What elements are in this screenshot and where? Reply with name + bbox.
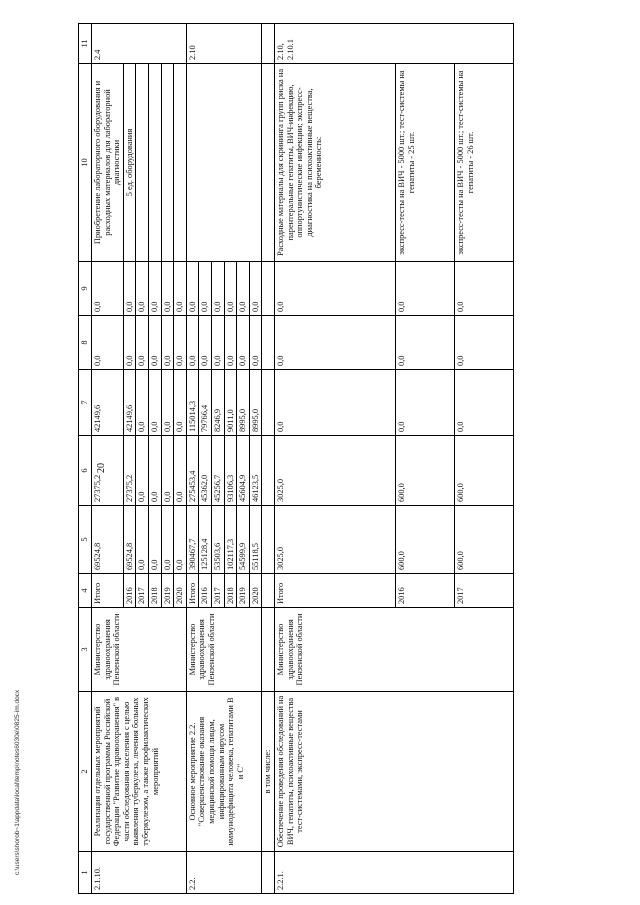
year-cell: 2020: [174, 574, 187, 608]
year-cell: Итого: [92, 574, 124, 608]
col-header: 7: [79, 370, 92, 436]
result-cell: экспресс-тесты на ВИЧ - 5000 шт.; тест-системы на гепатиты - 25 шт.: [395, 64, 454, 262]
value-cell: 0,0: [136, 370, 149, 436]
value-cell: 0,0: [161, 262, 174, 316]
year-cell: 2017: [211, 574, 224, 608]
value-cell: 79766,4: [199, 370, 212, 436]
value-cell: 53503,6: [211, 506, 224, 574]
year-cell: 2017: [136, 574, 149, 608]
year-cell: 2016: [199, 574, 212, 608]
result-cell: [148, 64, 161, 262]
value-cell: 0,0: [274, 316, 395, 370]
value-cell: 0,0: [136, 262, 149, 316]
value-cell: 0,0: [274, 262, 395, 316]
value-cell: 0,0: [199, 262, 212, 316]
value-cell: 0,0: [174, 370, 187, 436]
result-cell: [174, 64, 187, 262]
indicator-ref: 2.4: [92, 24, 187, 64]
rotated-table-page: [78, 24, 618, 894]
value-cell: 0,0: [395, 316, 454, 370]
including-label: в том числе:: [262, 692, 275, 852]
result-cell: [136, 64, 149, 262]
value-cell: 0,0: [136, 316, 149, 370]
value-cell: 0,0: [395, 370, 454, 436]
value-cell: 0,0: [211, 262, 224, 316]
year-cell: 2018: [224, 574, 237, 608]
value-cell: 0,0: [161, 316, 174, 370]
value-cell: 8246,9: [211, 370, 224, 436]
column-number-row: [79, 24, 92, 894]
col-header: 1: [79, 852, 92, 894]
value-cell: 0,0: [249, 316, 262, 370]
value-cell: 600,0: [454, 436, 513, 506]
value-cell: 0,0: [148, 436, 161, 506]
result-cell: Расходные материалы для скрининга групп риска на парентеральные гепатиты, ВИЧ-инфекцию, оппортунистические инфекции; экспресс-диагностика на психоактивные вещества, беременность:: [274, 64, 395, 262]
value-cell: 0,0: [199, 316, 212, 370]
indicator-ref: 2.10: [186, 24, 262, 64]
value-cell: 42149,6: [92, 370, 124, 436]
value-cell: 600,0: [395, 436, 454, 506]
program-activities-table: [78, 23, 514, 894]
value-cell: 0,0: [249, 262, 262, 316]
table-row: [92, 24, 124, 894]
value-cell: 600,0: [395, 506, 454, 574]
year-cell: Итого: [274, 574, 395, 608]
value-cell: 42149,6: [123, 370, 136, 436]
value-cell: 600,0: [454, 506, 513, 574]
value-cell: 0,0: [454, 262, 513, 316]
result-cell: [161, 64, 174, 262]
value-cell: 115014,3: [186, 370, 199, 436]
value-cell: 46123,5: [249, 436, 262, 506]
year-cell: Итого: [186, 574, 199, 608]
activity-name: Обеспечение проведения обследований на ВИЧ, гепатиты, психоактивные вещества тест-системами, экспресс-тестами: [274, 692, 513, 852]
result-cell: 5 ед. оборудования: [123, 64, 136, 262]
executor: Министерство здравоохранения Пензенской области: [274, 608, 513, 692]
value-cell: 93106,3: [224, 436, 237, 506]
value-cell: 0,0: [161, 506, 174, 574]
value-cell: 0,0: [148, 316, 161, 370]
value-cell: 0,0: [186, 316, 199, 370]
activity-name: Основное мероприятие 2.2. "Совершенствование оказания медицинской помощи лицам, инфицированным вирусом иммунодефицита человека, гепатитами B и C": [186, 692, 262, 852]
value-cell: 0,0: [174, 436, 187, 506]
value-cell: 0,0: [136, 436, 149, 506]
executor: Министерство здравоохранения Пензенской области: [186, 608, 262, 692]
value-cell: 0,0: [237, 262, 250, 316]
result-cell: экспресс-тесты на ВИЧ - 5000 шт.; тест-системы на гепатиты - 26 шт.: [454, 64, 513, 262]
col-header: 10: [79, 64, 92, 262]
indicator-ref: 2.10, 2.10.1: [274, 24, 513, 64]
col-header: 3: [79, 608, 92, 692]
col-header: 9: [79, 262, 92, 316]
year-cell: 2016: [123, 574, 136, 608]
value-cell: 69524,8: [123, 506, 136, 574]
value-cell: 0,0: [224, 262, 237, 316]
value-cell: 8995,0: [249, 370, 262, 436]
year-cell: 2019: [161, 574, 174, 608]
value-cell: 0,0: [174, 316, 187, 370]
value-cell: 54599,9: [237, 506, 250, 574]
value-cell: 0,0: [211, 316, 224, 370]
value-cell: 69524,8: [92, 506, 124, 574]
row-number: 2.1.10.: [92, 852, 187, 894]
col-header: 5: [79, 506, 92, 574]
row-number: 2.2.1.: [274, 852, 513, 894]
value-cell: 125128,4: [199, 506, 212, 574]
value-cell: 0,0: [148, 262, 161, 316]
value-cell: 0,0: [186, 262, 199, 316]
value-cell: 0,0: [148, 506, 161, 574]
activity-name: Реализация отдельных мероприятий государственной программы Российской Федерации "Развитие здравоохранения" в части обследования населения с целью выявления туберкулеза, лечения больных туберкулезом, а также профилактических мероприятий: [92, 692, 187, 852]
value-cell: 0,0: [161, 370, 174, 436]
col-header: 11: [79, 24, 92, 64]
col-header: 6: [79, 436, 92, 506]
value-cell: 27375,2: [123, 436, 136, 506]
value-cell: 0,0: [237, 316, 250, 370]
value-cell: 0,0: [174, 262, 187, 316]
value-cell: 102117,3: [224, 506, 237, 574]
value-cell: 390467,7: [186, 506, 199, 574]
page-number: 20: [96, 463, 107, 473]
row-number: 2.2.: [186, 852, 262, 894]
executor: Министерство здравоохранения Пензенской области: [92, 608, 187, 692]
value-cell: 0,0: [395, 262, 454, 316]
col-header: 2: [79, 692, 92, 852]
year-cell: 2020: [249, 574, 262, 608]
year-cell: 2016: [395, 574, 454, 608]
value-cell: 27375,2: [92, 436, 124, 506]
year-cell: 2018: [148, 574, 161, 608]
value-cell: 3025,0: [274, 436, 395, 506]
table-row: [274, 24, 395, 894]
result-cell: [186, 64, 262, 262]
value-cell: 0,0: [123, 316, 136, 370]
value-cell: 45362,0: [199, 436, 212, 506]
col-header: 8: [79, 316, 92, 370]
table-row: [186, 24, 199, 894]
result-cell: Приобретение лабораторного оборудования и расходных материалов для лабораторной диагностики: [92, 64, 124, 262]
value-cell: 0,0: [123, 262, 136, 316]
value-cell: 0,0: [454, 316, 513, 370]
value-cell: 275453,4: [186, 436, 199, 506]
value-cell: 45256,7: [211, 436, 224, 506]
value-cell: 0,0: [174, 506, 187, 574]
value-cell: 0,0: [92, 262, 124, 316]
value-cell: 0,0: [161, 436, 174, 506]
year-cell: 2017: [454, 574, 513, 608]
value-cell: 0,0: [148, 370, 161, 436]
file-path-footer: c:\users\shorob~1\appdata\local\temp\notes6030e\0825-im.docx: [14, 689, 21, 875]
value-cell: 3025,0: [274, 506, 395, 574]
value-cell: 0,0: [136, 506, 149, 574]
value-cell: 0,0: [274, 370, 395, 436]
year-cell: 2019: [237, 574, 250, 608]
value-cell: 8995,0: [237, 370, 250, 436]
value-cell: 45604,9: [237, 436, 250, 506]
col-header: 4: [79, 574, 92, 608]
value-cell: 0,0: [454, 370, 513, 436]
table-row: [262, 24, 275, 894]
value-cell: 55118,5: [249, 506, 262, 574]
value-cell: 0,0: [224, 316, 237, 370]
value-cell: 9011,0: [224, 370, 237, 436]
value-cell: 0,0: [92, 316, 124, 370]
